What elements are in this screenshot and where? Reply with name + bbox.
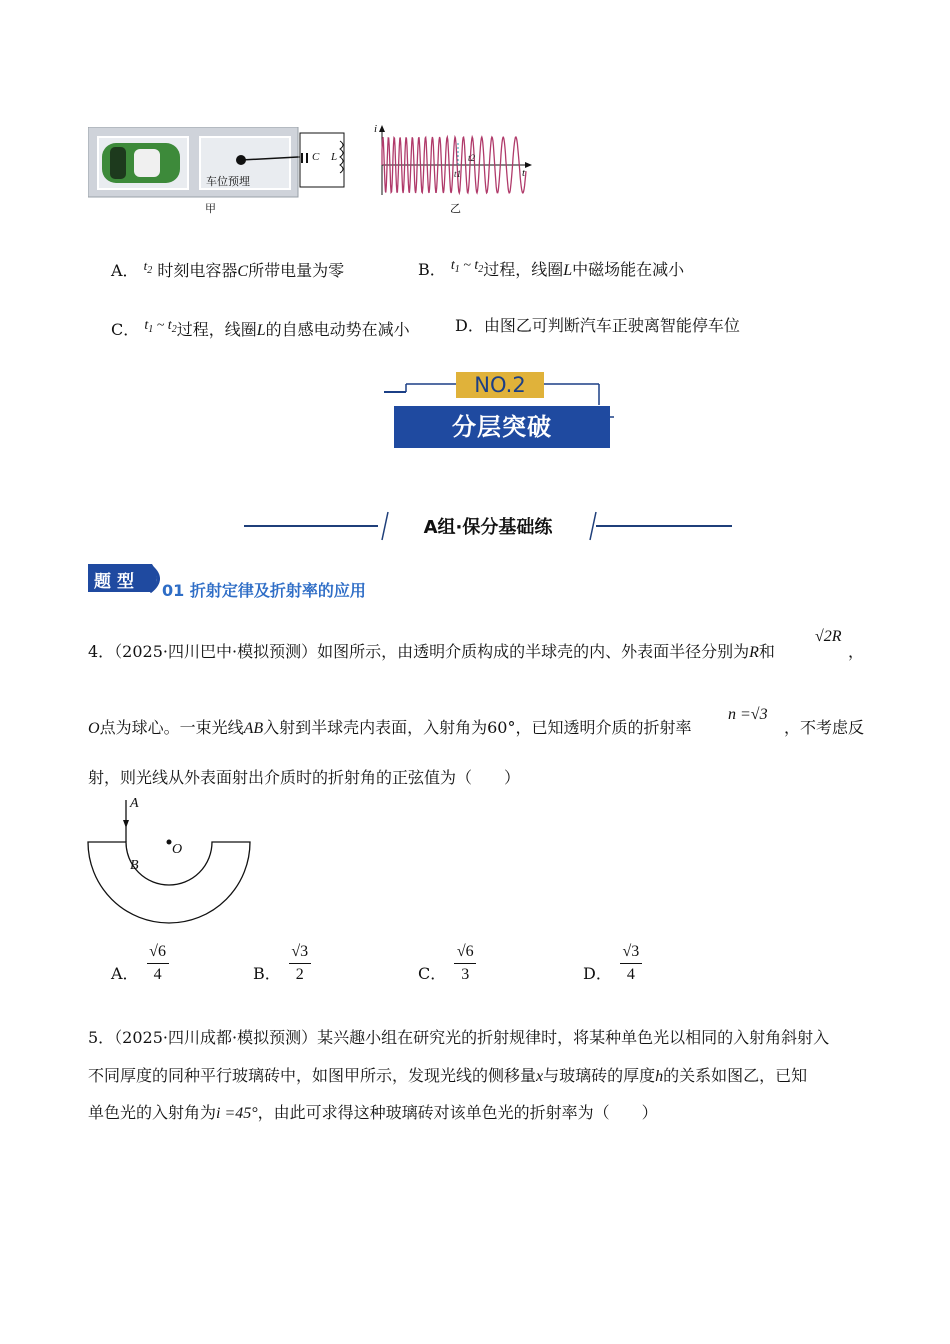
q4-line3: 射，则光线从外表面射出介质时的折射角的正弦值为（ ） (88, 768, 521, 787)
banner-number: NO.2 (474, 373, 526, 397)
axis-i-label: i (374, 123, 378, 135)
fraction: $\frac{√3}{2}$ (289, 943, 311, 984)
n-formula: n =√3 (728, 706, 768, 723)
q4-comma: ， (848, 642, 865, 661)
hemisphere-shell-diagram (86, 796, 256, 926)
q4-option-c[interactable]: C． $\frac{√6}{3}$ (418, 942, 476, 984)
fraction: $\frac{√6}{3}$ (454, 943, 476, 984)
q4-line2: O点为球心。一束光线AB入射到半球壳内表面，入射角为60°，已知透明介质的折射率 (88, 718, 692, 737)
q4-line1: 4．（2025·四川巴中·模拟预测）如图所示，由透明介质构成的半球壳的内、外表面半径分别为R和 (88, 642, 775, 661)
q3-option-d[interactable]: D．由图乙可判断汽车正驶离智能停车位 (455, 316, 740, 335)
point-a-label: A (130, 796, 139, 811)
q5-line2: 不同厚度的同种平行玻璃砖中，如图甲所示，发现光线的侧移量x与玻璃砖的厚度h的关系如图乙，已知 (88, 1066, 808, 1085)
group-heading (244, 508, 732, 544)
banner-title: 分层突破 (452, 413, 552, 441)
caption-yi: 乙 (450, 202, 461, 215)
q4-option-d[interactable]: D． $\frac{√3}{4}$ (583, 942, 642, 984)
figure-parking (88, 127, 348, 217)
fraction: $\frac{√3}{4}$ (620, 943, 642, 984)
figure-waveform (370, 125, 535, 205)
t2-label: t2 (468, 153, 476, 163)
t1-t2-symbol: $t_1$ ~ $t_2$ (144, 318, 177, 335)
section-banner (384, 370, 614, 452)
parking-diagram (88, 127, 348, 217)
q4-line2-tail: ，不考虑反 (784, 718, 865, 737)
current-time-graph (370, 125, 535, 205)
t1-label: t1 (454, 169, 462, 179)
q3-option-b[interactable]: B． $t_1$ ~ $t_2$过程，线圈L中磁场能在减小 (418, 258, 685, 279)
topic-badge: 题型 (94, 572, 140, 592)
axis-t-label: t (522, 167, 526, 179)
parking-label: 车位预埋 (206, 175, 250, 188)
q4-option-a[interactable]: A． $\frac{√6}{4}$ (111, 942, 169, 984)
q5-line3: 单色光的入射角为i =45°，由此可求得这种玻璃砖对该单色光的折射率为（ ） (88, 1103, 658, 1122)
incidence-angle-formula: i =45° (216, 1105, 258, 1122)
q3-option-a[interactable]: A． $^{t_2}$ 时刻电容器C所带电量为零 (111, 258, 345, 280)
fraction: $\frac{√6}{4}$ (147, 943, 169, 984)
t1-t2-symbol: $t_1$ ~ $t_2$ (450, 258, 484, 275)
group-title: A组·保分基础练 (423, 517, 553, 538)
topic-title: 01 折射定律及折射率的应用 (162, 581, 366, 600)
t2-symbol: t2 (143, 258, 153, 276)
q3-option-c[interactable]: C． $t_1$ ~ $t_2$过程，线圈L的自感电动势在减小 (111, 318, 410, 339)
coil-label: L (331, 151, 338, 163)
q4-option-b[interactable]: B． $\frac{√3}{2}$ (253, 942, 311, 984)
point-o-label: O (172, 842, 183, 857)
figure-hemisphere (86, 796, 256, 926)
capacitor-label: C (312, 151, 320, 163)
topic-tag (88, 564, 428, 598)
caption-jia: 甲 (205, 202, 216, 215)
q5-line1: 5．（2025·四川成都·模拟预测）某兴趣小组在研究光的折射规律时，将某种单色光以相同的入射角斜射入 (88, 1028, 830, 1047)
point-b-label: B (130, 858, 139, 873)
sqrt2R-formula: √2R (815, 628, 842, 645)
